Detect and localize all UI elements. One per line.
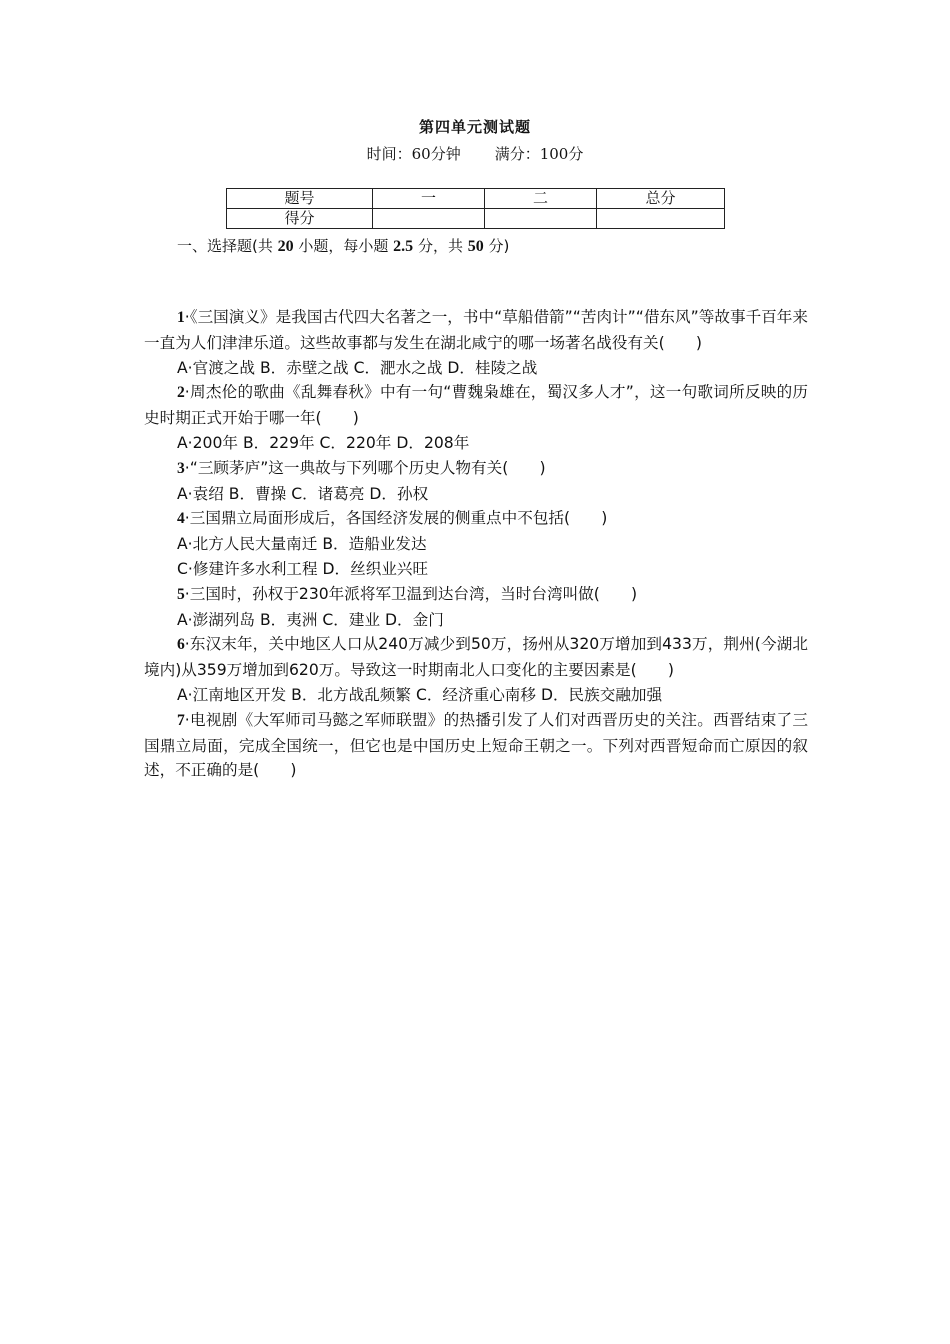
question-options: A·江南地区开发 B．北方战乱频繁 C．经济重心南移 D．民族交融加强	[177, 685, 663, 704]
score-cell: 得分	[227, 209, 373, 229]
question-number: 3	[177, 459, 185, 477]
exam-time: 时间：60分钟	[366, 145, 461, 163]
question-text: ·电视剧《大军师司马懿之军师联盟》的热播引发了人们对西晋历史的关注。西晋结束了三国鼎立局面，完成全国统一，但它也是中国历史上短命王朝之一。下列对西晋短命而亡原因的叙述，不正确的是( )	[144, 710, 808, 780]
question-options: C·修建许多水利工程 D．丝织业兴旺	[177, 559, 429, 578]
question-text: ·东汉末年，关中地区人口从240万减少到50万，扬州从320万增加到433万，荆州(今湖北境内)从359万增加到620万。导致这一时期南北人口变化的主要因素是( )	[144, 635, 808, 680]
question-text: ·三国时，孙权于230年派将军卫温到达台湾，当时台湾叫做( )	[184, 584, 638, 603]
exam-info	[0, 143, 950, 164]
question-1	[144, 305, 808, 380]
question-number: 6	[177, 636, 185, 654]
exam-full-score: 满分：100分	[494, 145, 584, 163]
question-options: A·袁绍 B．曹操 C．诸葛亮 D．孙权	[177, 484, 429, 503]
page-title: 第四单元测试题	[418, 118, 531, 136]
score-cell	[597, 209, 725, 229]
question-7	[144, 708, 808, 783]
score-table-score-row	[227, 209, 725, 229]
score-cell: 一	[373, 189, 485, 209]
question-text: ·周杰伦的歌曲《乱舞春秋》中有一句“曹魏枭雄在，蜀汉多人才”，这一句歌词所反映的历史时期正式开始于哪一年( )	[144, 383, 808, 428]
question-2	[144, 380, 808, 455]
score-table-header-row	[227, 189, 725, 209]
question-text: ·“三顾茅庐”这一典故与下列哪个历史人物有关( )	[184, 458, 546, 477]
question-options: A·北方人民大量南迁 B．造船业发达	[177, 535, 427, 554]
question-list	[144, 305, 808, 783]
question-number: 4	[177, 510, 185, 528]
score-cell: 总分	[597, 189, 725, 209]
question-4	[144, 506, 808, 581]
question-number: 7	[177, 711, 185, 729]
question-5	[144, 582, 808, 633]
question-text: ·三国鼎立局面形成后，各国经济发展的侧重点中不包括( )	[184, 509, 608, 528]
question-options: A·澎湖列岛 B．夷洲 C．建业 D．金门	[177, 610, 444, 629]
question-number: 5	[177, 585, 185, 603]
section-heading: 一、选择题(共 20 小题，每小题 2.5 分，共 50 分)	[177, 237, 510, 255]
score-cell	[373, 209, 485, 229]
question-number: 2	[177, 384, 185, 402]
score-cell	[485, 209, 597, 229]
score-table	[226, 188, 725, 229]
score-cell: 题号	[227, 189, 373, 209]
score-cell: 二	[485, 189, 597, 209]
question-options: A·200年 B．229年 C．220年 D．208年	[177, 433, 470, 452]
question-3	[144, 456, 808, 507]
question-text: ·《三国演义》是我国古代四大名著之一，书中“草船借箭”“苦肉计”“借东风”等故事千百年来一直为人们津津乐道。这些故事都与发生在湖北咸宁的哪一场著名战役有关( )	[144, 308, 808, 352]
question-number: 1	[177, 309, 185, 326]
question-6	[144, 632, 808, 707]
question-options: A·官渡之战 B．赤壁之战 C．淝水之战 D．桂陵之战	[177, 358, 538, 377]
